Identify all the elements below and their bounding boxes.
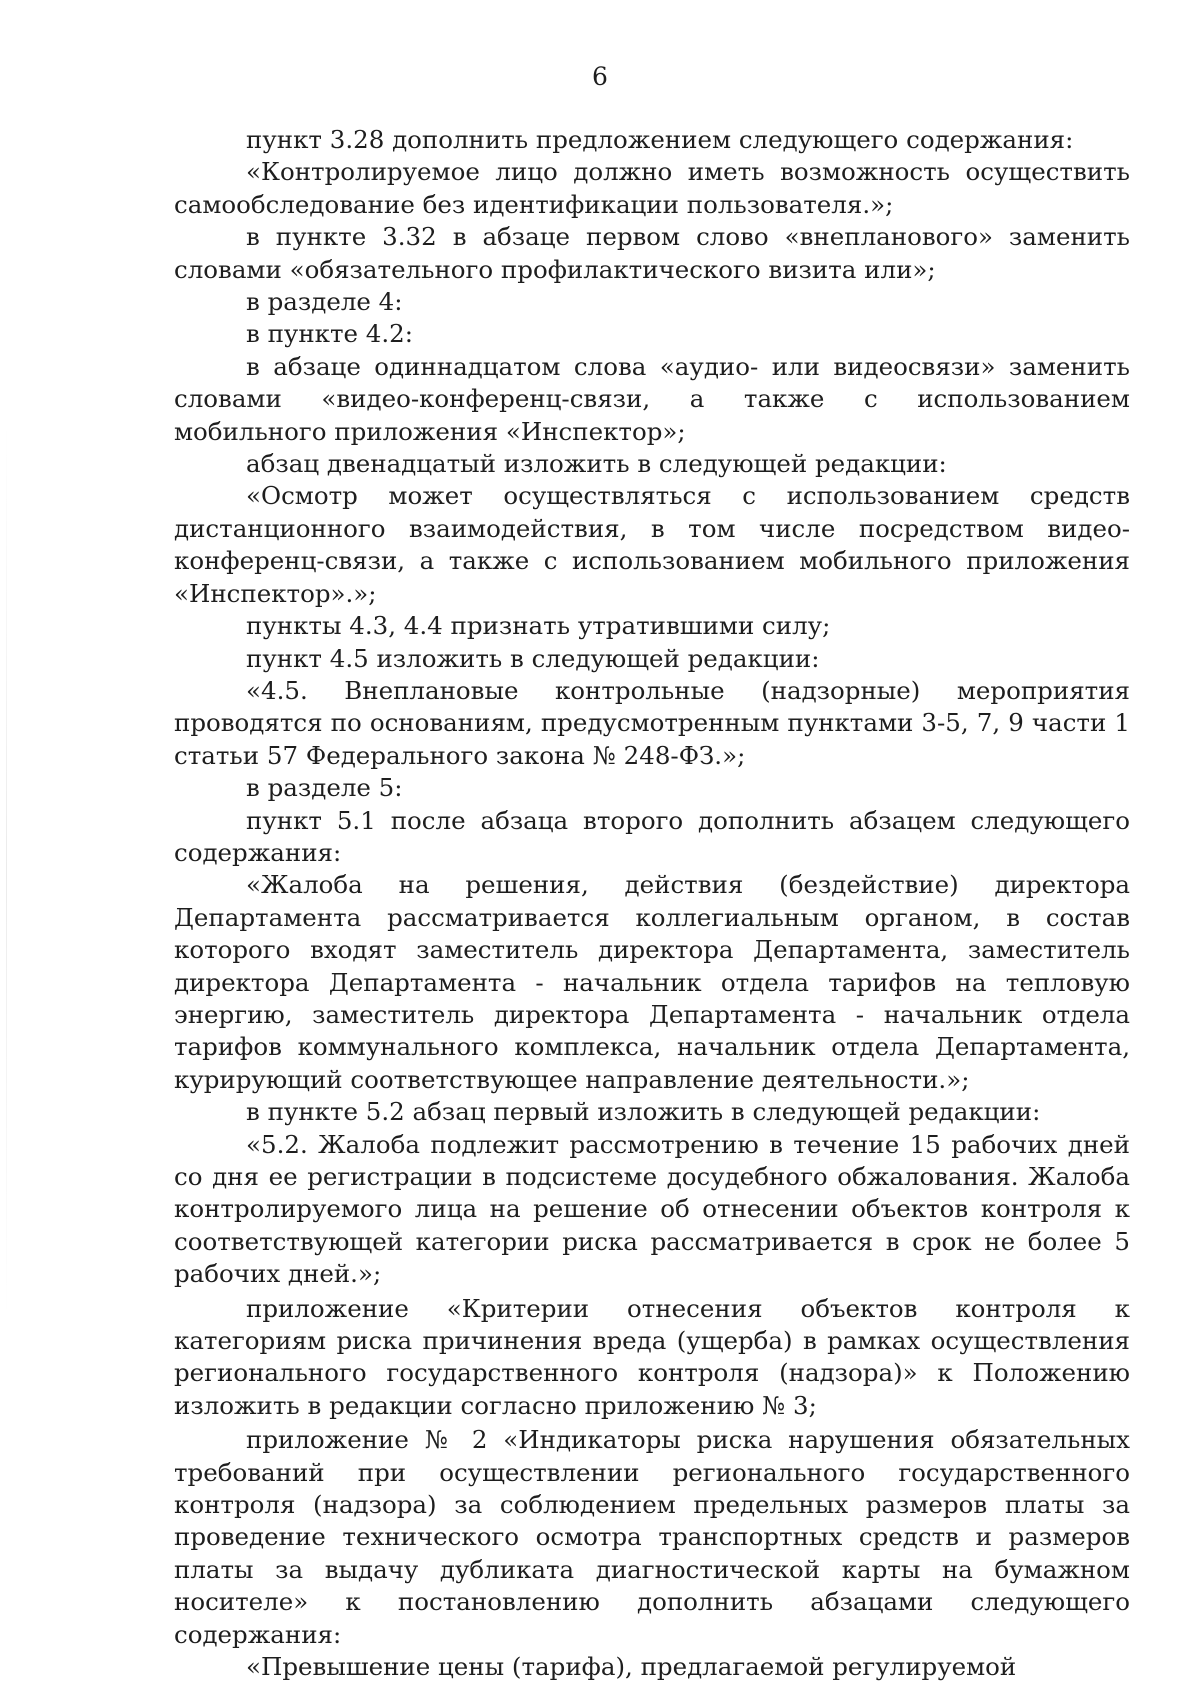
paragraph: пункт 4.5 изложить в следующей редакции: — [246, 643, 820, 673]
paragraph: «Контролируемое лицо должно иметь возможность осуществить самообследование без идентификации пользователя.»; — [174, 157, 1130, 219]
paragraph: «5.2. Жалоба подлежит рассмотрению в течение 15 рабочих дней со дня ее регистрации в подсистеме досудебного обжалования. Жалоба контролируемого лица на решение об отнесении объектов контроля к соответствующей категории риска рассматривается в срок не более 5 рабочих дней.»; — [174, 1129, 1130, 1289]
paragraph: «4.5. Внеплановые контрольные (надзорные) мероприятия проводятся по основаниям, предусмотренным пунктами 3-5, 7, 9 части 1 статьи 57 Федерального закона № 248-ФЗ.»; — [174, 675, 1130, 770]
page-number: 6 — [592, 62, 608, 91]
paragraph: пункт 3.28 дополнить предложением следующего содержания: — [246, 125, 1074, 154]
paragraph: в разделе 5: — [246, 773, 403, 803]
paragraph: в абзаце одиннадцатом слова «аудио- или видеосвязи» заменить словами «видео-конференц-связи, а также с использованием мобильного приложения «Инспектор»; — [174, 351, 1130, 446]
paragraph: «Превышение цены (тарифа), предлагаемой регулируемой — [246, 1652, 1017, 1682]
paragraph: пункт 5.1 после абзаца второго дополнить абзацем следующего содержания: — [174, 805, 1130, 867]
paragraph: «Жалоба на решения, действия (бездействие) директора Департамента рассматривается коллегиальным органом, в состав которого входят заместитель директора Департамента, заместитель директора Департамента - начальник отдела тарифов на тепловую энергию, заместитель директора Департамента - начальник отдела тарифов коммунального комплекса, начальник отдела Департамента, курирующий соответствующее направление деятельности.»; — [174, 870, 1130, 1094]
paragraph: в пункте 4.2: — [246, 319, 414, 349]
paragraph: в разделе 4: — [246, 287, 403, 317]
paragraph: пункты 4.3, 4.4 признать утратившими силу; — [246, 611, 831, 641]
paragraph: в пункте 5.2 абзац первый изложить в следующей редакции: — [246, 1097, 1041, 1127]
paragraph: абзац двенадцатый изложить в следующей редакции: — [246, 449, 947, 479]
scan-edge-shadow — [6, 420, 7, 1320]
paragraph: приложение № 2 «Индикаторы риска нарушения обязательных требований при осуществлении регионального государственного контроля (надзора) за соблюдением предельных размеров платы за проведение технического осмотра транспортных средств и размеров платы за выдачу дубликата диагностической карты на бумажном носителе» к постановлению дополнить абзацами следующего содержания: — [174, 1425, 1130, 1649]
paragraph: в пункте 3.32 в абзаце первом слово «внепланового» заменить словами «обязательного профилактического визита или»; — [174, 222, 1130, 284]
paragraph: приложение «Критерии отнесения объектов контроля к категориям риска причинения вреда (ущерба) в рамках осуществления регионального государственного контроля (надзора)» к Положению изложить в редакции согласно приложению № 3; — [174, 1293, 1130, 1420]
document-body — [174, 124, 1130, 1684]
paragraph: «Осмотр может осуществляться с использованием средств дистанционного взаимодействия, в том числе посредством видео-конференц-связи, а также с использованием мобильного приложения «Инспектор».»; — [174, 481, 1130, 608]
